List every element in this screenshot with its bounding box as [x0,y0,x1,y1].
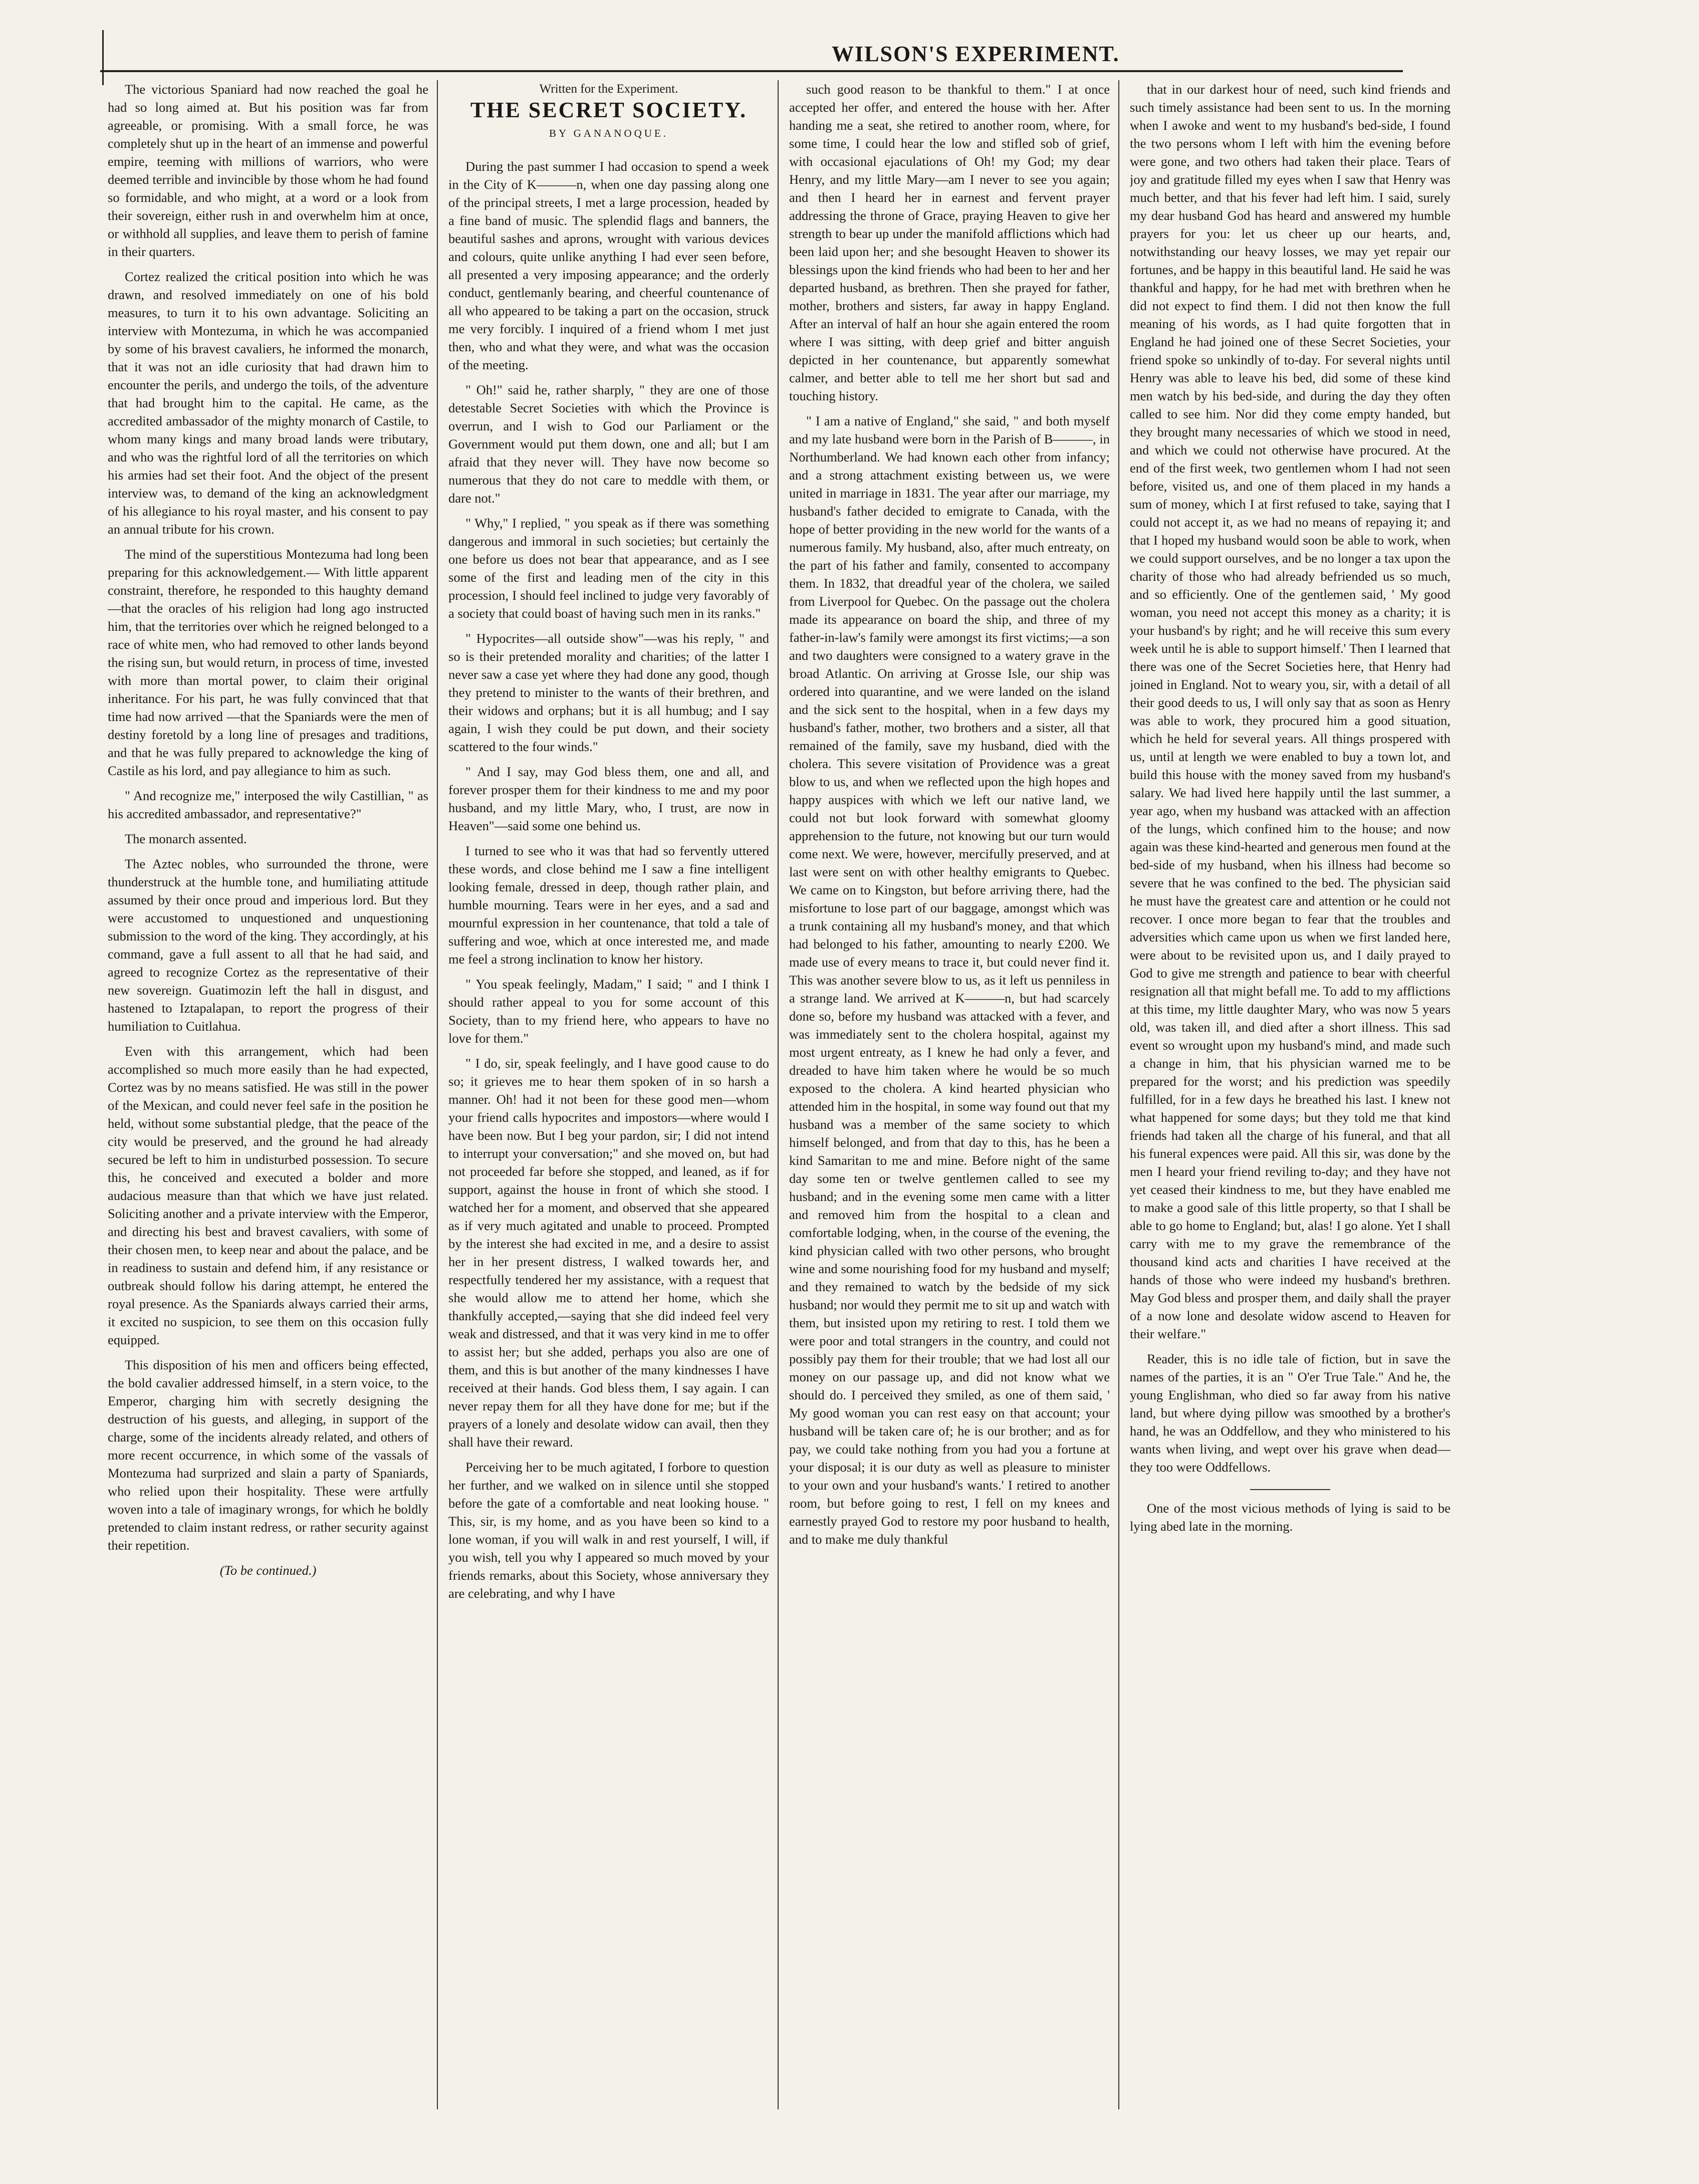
paragraph: The victorious Spaniard had now reached the goal he had so long aimed at. But his position was far from agreeable, or promising. With a small force, he was completely shut up in the heart of an immense and powerful empire, teeming with millions of warriors, who were deemed terrible and invincible by those whom he had found so formidable, and who might, at a word or a look from their sovereign, either rush in and overwhelm him at once, or withhold all supplies, and leave them to perish of famine in their quarters. [108,82,428,259]
to-be-continued-note: (To be continued.) [219,1563,317,1578]
column-rule [437,80,438,2109]
column-cortez [108,80,428,2109]
column-secret-society-end [1130,80,1450,2109]
paragraph: The mind of the superstitious Montezuma had long been preparing for this acknowledgement.— With little apparent constraint, therefore, he responded to this haughty demand—that the oracles of his religion had long ago instructed him, that the territories over which he reigned belonged to a race of white men, who had removed to other lands beyond the rising sun, but would return, in process of time, invested with more than mortal power, to claim their original inheritance. For his part, he was fully convinced that that time had now arrived —that the Spaniards were the men of destiny foretold by a long line of presages and traditions, and that he was fully prepared to acknowledge the king of Castile as his lord, and pay allegiance to him as such. [108,547,428,778]
paragraph: The monarch assented. [125,831,247,846]
page-header [100,35,1403,72]
paragraph: I turned to see who it was that had so fervently uttered these words, and close behind me I saw a fine intelligent looking female, dressed in deep, though rather plain, and humble mourning. Tears were in her eyes, and a sad and mournful expression in her countenance, that told a tale of suffering and woe, which at once interested me, and made me feel a strong inclination to know her history. [448,843,769,966]
paragraph: This disposition of his men and officers being effected, the bold cavalier addressed himself, in a stern voice, to the Emperor, charging him with secretly designing the destruction of his guests, and alleging, in support of the charge, some of the incidents already related, and others of more recent occurrence, in which some of the vassals of Montezuma had surprized and slain a party of Spaniards, who relied upon their hospitality. These were artfully woven into a tale of imaginary wrongs, for which he boldly pretended to claim instant redress, or rather security against their repetition. [108,1357,428,1553]
paragraph: " And recognize me," interposed the wily Castillian, " as his accredited ambassador, and representative?" [108,788,428,821]
filler-paragraph: One of the most vicious methods of lying is said to be lying abed late in the morning. [1130,1501,1450,1534]
paragraph: that in our darkest hour of need, such kind friends and such timely assistance had been sent to us. In the morning when I awoke and went to my husband's bed-side, I found the two persons whom I left with him the evening before were gone, and two others had taken their place. Tears of joy and gratitude filled my eyes when I saw that Henry was much better, and that his fever had left him. I said, surely my dear husband God has heard and answered my humble prayers for you: let us cheer up our hearts, and, notwithstanding our heavy losses, we may yet repair our fortunes, and be happy in this beautiful land. He said he was thankful and happy, for he had met with brethren when he did not expect to find them. I did not then know the full meaning of his words, as I had quite forgotten that in England he had joined one of these Secret Societies, your friend spoke so unkindly of to-day. For several nights until Henry was able to leave his bed, did some of these kind men watch by his bed-side, and during the day they often called to see him. Nor did they come empty handed, but they brought many necessaries of which we stood in need, and which we could not otherwise have procured. At the end of the first week, two gentlemen whom I had not seen before, visited us, and one of them placed in my hands a sum of money, which I at first refused to take, saying that I could not accept it, as we had no means of repaying it; and that I hoped my husband would soon be able to work, when we could support ourselves, and be no longer a tax upon the charity of those who had already befriended us so much, and so efficiently. One of the gentlemen said, ' My good woman, you need not accept this money as a charity; it is your husband's by right; and he will receive this sum every week until he is able to support himself.' Then I learned that there was one of the Secret Societies here, that Henry had joined in England. Not to weary you, sir, with a detail of all their good deeds to us, I will only say that as soon as Henry was able to work, they procured him a good situation, which he held for several years. All things prospered with us, until at length we were enabled to buy a town lot, and build this house with the money saved from my husband's salary. We had lived here happily until the last summer, a year ago, when my husband was attacked with an affection of the lungs, which confined him to the house; and now again was these kind-hearted and generous men found at the bed-side of my husband, when his illness had become so severe that he was confined to the bed. The physician said he must have the greatest care and attention or he could not recover. I once more began to fear that the troubles and adversities which came upon us when we first landed here, were about to be revisited upon us, and I daily prayed to God to give me strength and patience to bear with cheerful resignation all that might befall me. To add to my afflictions at this time, my little daughter Mary, who was now 5 years old, was taken ill, and died after a short illness. This sad event so wrought upon my husband's mind, and made such a change in him, that his physician warned me to be prepared for the worst; and his prediction was speedily fulfilled, for in a few days he breathed his last. I knew not what happened for some days; but they told me that kind friends had taken all the charge of his funeral, and that all his funeral expences were paid. All this sir, was done by the men I heard your friend reviling to-day; and they have not yet ceased their kindness to me, but they have enabled me to make a good sale of this little property, so that I shall be able to go home to England; but, alas! I go alone. Yet I shall carry with me to my grave the remembrance of the thousand kind acts and charities I have received at the hands of those who were indeed my husband's brethren. May God bless and prosper them, and daily shall the prayer of a now lone and desolate widow ascend to Heaven for their welfare." [1130,82,1450,1341]
running-head: WILSON'S EXPERIMENT. [832,42,1120,66]
column-secret-society-middle [789,80,1110,2109]
paragraph: " Why," I replied, " you speak as if there was something dangerous and immoral in such societies; but certainly the one before us does not bear that appearance, and as I see some of the first and leading men of the city in this procession, I should feel inclined to judge very favorably of a society that could boast of having such men in its ranks." [448,516,769,621]
paragraph: " I am a native of England," she said, " and both myself and my late husband were born in the Parish of B———, in Northumberland. We had known each other from infancy; and a strong attachment existing between us, we were united in marriage in 1831. The year after our marriage, my husband's father decided to emigrate to Canada, with the hope of better providing in the new world for the wants of a numerous family. My husband, also, after much entreaty, on the part of his father and family, consented to accompany them. In 1832, that dreadful year of the cholera, we sailed from Liverpool for Quebec. On the passage out the cholera made its appearance on board the ship, and three of my father-in-law's family were amongst its first victims;—a son and two daughters were consigned to a watery grave in the broad Atlantic. On arriving at Grosse Isle, our ship was ordered into quarantine, and we were landed on the island and the sick sent to the hospital, when in a few days my husband's father, mother, two brothers and a sister, all that remained of the family, save my husband, died with the cholera. This severe visitation of Providence was a great blow to us, and when we reflected upon the high hopes and happy auspices with which we left our native land, we could not but look forward with somewhat gloomy apprehension to the future, not knowing but our turn would come next. We were, however, mercifully preserved, and at last were sent on with other healthy emigrants to Quebec. We came on to Kingston, but before arriving there, had the misfortune to lose part of our baggage, amongst which was a trunk containing all my husband's money, and that which had belonged to his father, amounting to nearly £200. We made use of every means to trace it, but could never find it. This was another severe blow to us, as it left us penniless in a strange land. We arrived at K———n, but had scarcely done so, before my husband was attacked with a fever, and was immediately sent to the cholera hospital, against my most urgent entreaty, as I knew he had only a fever, and dreaded to have him taken where he would be so much exposed to the cholera. A kind hearted physician who attended him in the hospital, in some way found out that my husband was a member of the same society to which himself belonged, and from that day to this, has he been a kind Samaritan to me and mine. Before night of the same day some ten or twelve gentlemen called to see my husband; and in the evening some men came with a litter and removed him from the hospital to a clean and comfortable lodging, when, in the course of the evening, the kind physician called with two other persons, who brought wine and some nourishing food for my husband and myself; and they remained to watch by the bedside of my sick husband; nor would they permit me to sit up and watch with them, but insisted upon my retiring to rest. I told them we were poor and total strangers in the country, and could not possibly pay them for their trouble; that we had lost all our money on our passage up, and did not know what we should do. I perceived they smiled, as one of them said, ' My good woman you can rest easy on that account; your husband will be taken care of; he is our brother; and as for pay, we could take nothing from you had you a fortune at your disposal; it is our duty as well as pleasure to minister to your own and your husband's wants.' I retired to another room, but before going to rest, I fell on my knees and earnestly prayed God to restore my poor husband to health, and to make me duly thankful [789,413,1110,1547]
paragraph: Perceiving her to be much agitated, I forbore to question her further, and we walked on in silence until she stopped before the gate of a comfortable and neat looking house. " This, sir, is my home, and as you have been so kind to a lone woman, if you will walk in and rest yourself, I will, if you wish, tell you why I appeared so much moved by your friends remarks, about this Society, whose anniversary they are celebrating, and why I have [448,1460,769,1601]
paragraph: " Hypocrites—all outside show"—was his reply, " and so is their pretended morality and charities; of the latter I never saw a case yet where they had done any good, though they pretend to minister to the wants of their brethren, and their widows and orphans; but it is all humbug; and I say again, I wish they could be put down, and their society scattered to the four winds." [448,631,769,754]
paragraph: " And I say, may God bless them, one and all, and forever prosper them for their kindness to me and my poor husband, and my little Mary, who, I trust, are now in Heaven"—said some one behind us. [448,764,769,833]
section-divider [1250,1489,1330,1490]
story-title: THE SECRET SOCIETY. [470,98,748,122]
paragraph: During the past summer I had occasion to spend a week in the City of K———n, when one day passing along one of the principal streets, I met a large procession, headed by a fine band of music. The splendid flags and banners, the beautiful sashes and aprons, wrought with various devices and colours, quite unlike anything I had ever seen before, all presented a very imposing appearance; and the orderly conduct, gentlemanly bearing, and cheerful countenance of all who appeared to be taking a part on the occasion, struck me very forcibly. I inquired of a friend whom I met just then, who and what they were, and what was the occasion of the meeting. [448,159,769,372]
column-rule [1118,80,1119,2109]
paragraph: " I do, sir, speak feelingly, and I have good cause to do so; it grieves me to hear them spoken of in so harsh a manner. Oh! had it not been for these good men—whom your friend calls hypocrites and impostors—where would I have been now. But I beg your pardon, sir; I did not intend to interrupt your conversation;" and she moved on, but had not proceeded far before she stopped, and leaned, as if for support, against the house in front of which she stood. I watched her for a moment, and observed that she appeared as if very much agitated and unable to proceed. Prompted by the interest she had excited in me, and a desire to assist her in her present distress, I walked towards her, and respectfully tendered her my assistance, with a request that she would allow me to attend her home, which she thankfully accepted,—saying that she did indeed feel very weak and distressed, and that it was very kind in me to offer to assist her; but she added, perhaps you also are one of them, and this is but another of the many kindnesses I have received at their hands. God bless them, I say again. I can never repay them for all they have done for me; but if the prayers of a lonely and desolate widow can avail, then they shall have their reward. [448,1056,769,1449]
paragraph: Reader, this is no idle tale of fiction, but in save the names of the parties, it is an " O'er True Tale." And he, the young Englishman, who died so far away from his native land, but where dying pillow was smoothed by a brother's hand, he was an Oddfellow, and they who ministered to his wants when living, and wept over his grave when dead—they too were Oddfellows. [1130,1351,1450,1475]
paragraph: " You speak feelingly, Madam," I said; " and I think I should rather appeal to you for some account of this Society, than to my friend here, who appears to have no love for them." [448,977,769,1046]
story-byline: BY GANANOQUE. [549,127,669,139]
paragraph: Even with this arrangement, which had been accomplished so much more easily than he had expected, Cortez was by no means satisfied. He was still in the power of the Mexican, and could never feel safe in the position he held, without some substantial pledge, that the peace of the city would be preserved, and the ground he had already secured be left to him in undisturbed possession. To secure this, he conceived and executed a bolder and more audacious measure than that which we have just related. Soliciting another and a private interview with the Emperor, and directing his best and bravest cavaliers, with some of their chosen men, to keep near and about the palace, and be in readiness to sustain and defend him, if any resistance or outbreak should follow his daring attempt, he entered the royal presence. As the Spaniards always carried their arms, it excited no suspicion, to see them on this occasion fully equipped. [108,1044,428,1347]
paragraph: The Aztec nobles, who surrounded the throne, were thunderstruck at the humble tone, and humiliating attitude assumed by their once proud and imperious lord. But they were accustomed to unquestioned and unquestioning submission to the word of the king. They accordingly, at his command, gave a full assent to all that he had said, and agreed to recognize Cortez as the representative of their new sovereign. Guatimozin left the hall in disgust, and hastened to Iztapalapan, to report the progress of their humiliation to Cuitlahua. [108,856,428,1034]
paragraph: Cortez realized the critical position into which he was drawn, and resolved immediately on one of his bold measures, to turn it to his own advantage. Soliciting an interview with Montezuma, in which he was accompanied by some of his bravest cavaliers, he informed the monarch, that it was not an idle curiosity that had drawn him to encounter the perils, and undergo the toils, of the adventure that had brought him to the capital. He came, as the accredited ambassador of the mighty monarch of Castile, to whom many kings and many broad lands were tributary, and who was the rightful lord of all the territories on which his armies had set their foot. And the object of the present interview was, to demand of the king an acknowledgment of his allegiance to his royal master, and his consent to pay an annual tribute for his crown. [108,269,428,537]
paragraph: such good reason to be thankful to them." I at once accepted her offer, and entered the house with her. After handing me a seat, she retired to another room, where, for some time, I could hear the low and stifled sob of grief, with occasional ejaculations of Oh! my God; my dear Henry, and my little Mary—am I never to see you again; and then I heard her in earnest and fervent prayer addressing the throne of Grace, praying Heaven to give her strength to bear up under the manifold afflictions which had been laid upon her; and she besought Heaven to shower its blessings upon the kind friends who had been to her and her departed husband, as brethren. Then she prayed for father, mother, brothers and sisters, far away in happy England. After an interval of half an hour she again entered the room where I was sitting, with deep grief and bitter anguish depicted in her countenance, but apparently somewhat calmer, and better able to tell me her short but sad and touching history. [789,82,1110,403]
paragraph: " Oh!" said he, rather sharply, " they are one of those detestable Secret Societies with which the Province is overrun, and I wish to God our Parliament or the Government would put them down, one and all; but I am afraid that they never will. They have now become so numerous that they do not care to meddle with them, or dare not." [448,382,769,506]
story-note: Written for the Experiment. [539,82,678,96]
column-rule [778,80,779,2109]
column-secret-society-start [448,80,769,2109]
